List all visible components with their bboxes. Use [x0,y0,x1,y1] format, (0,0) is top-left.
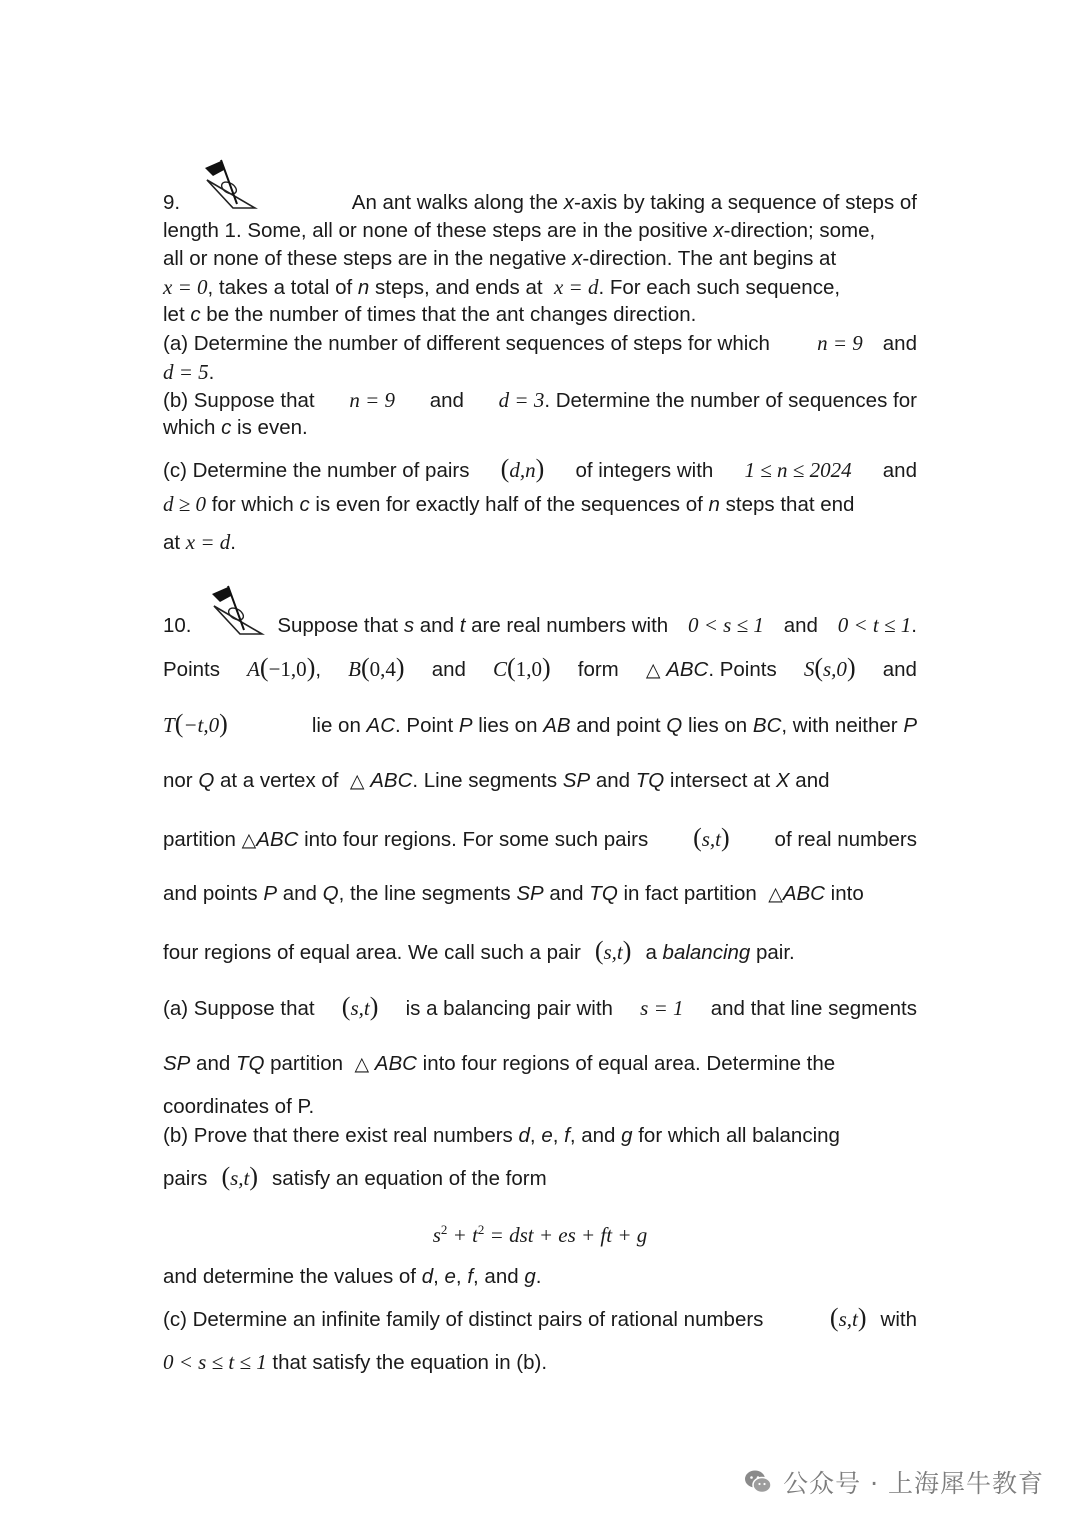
p9-part-b: (b) Suppose that n = 9 and d = 3. Determine the number of sequences for [163,388,917,412]
wechat-icon [743,1467,773,1497]
p10-part-b-2: pairs (s,t) satisfy an equation of the form [163,1162,547,1191]
problem-number: 9. [163,191,181,214]
p10-line-2: Points A(−1,0), B(0,4) and C(1,0) form △ ABC. Points S(s,0) and [163,653,917,682]
p10-line-7: four regions of equal area. We call such a pair (s,t) a balancing pair. [163,936,795,965]
p10-line-1: 10. Suppose that s and t are real numbers with 0 < s ≤ 1 and 0 < t ≤ 1. [163,613,917,637]
p9-line-2: length 1. Some, all or none of these steps are in the positive x-direction; some, [163,219,876,242]
p10-part-c: (c) Determine an infinite family of distinct pairs of rational numbers (s,t) with [163,1303,917,1332]
p9-line-3: all or none of these steps are in the negative x-direction. The ant begins at [163,247,837,270]
p9-part-c: (c) Determine the number of pairs (d,n) of integers with 1 ≤ n ≤ 2024 and [163,454,917,483]
watermark-text: 公众号 · 上海犀牛教育 [783,1469,1044,1498]
p10-line-3: T(−t,0) lie on AC. Point P lies on AB and point Q lies on BC, with neither P [163,709,917,738]
p10-part-a-2: SP and TQ partition △ ABC into four regions of equal area. Determine the [163,1052,836,1075]
p10-part-a: (a) Suppose that (s,t) is a balancing pair with s = 1 and that line segments [163,992,917,1021]
p9-line-4: x = 0, takes a total of n steps, and ends at x = d. For each such sequence, [163,275,841,299]
p9-line-5: let c be the number of times that the ant changes direction. [163,303,697,326]
p10-part-b-3: and determine the values of d, e, f, and g. [163,1265,542,1288]
watermark [743,1464,1044,1500]
p9-part-c-3: at x = d. [163,530,236,554]
p9-part-b-2: which c is even. [163,416,308,439]
p10-line-4: nor Q at a vertex of △ ABC. Line segments SP and TQ intersect at X and [163,769,830,792]
p10-line-6: and points P and Q, the line segments SP and TQ in fact partition △ABC into [163,882,864,905]
p9-part-a: (a) Determine the number of different sequences of steps for which n = 9 and [163,331,917,355]
display-equation: $s^2 + t^2$ = dst + es + ft + g [432,1222,648,1247]
p10-part-a-3: coordinates of P. [163,1095,315,1118]
p10-part-b: (b) Prove that there exist real numbers d, e, f, and g for which all balancing [163,1124,840,1147]
p9-line-1: 9. An ant walks along the x-axis by taking a sequence of steps of [163,191,917,214]
problem-number: 10. [163,614,192,637]
p9-part-a-2: d = 5. [163,360,215,384]
p9-part-c-2: d ≥ 0 for which c is even for exactly half of the sequences of n steps that end [163,492,855,516]
p10-part-c-2: 0 < s ≤ t ≤ 1 that satisfy the equation in (b). [163,1350,548,1374]
p10-line-5: partition △ABC into four regions. For some such pairs (s,t) of real numbers [163,823,917,852]
